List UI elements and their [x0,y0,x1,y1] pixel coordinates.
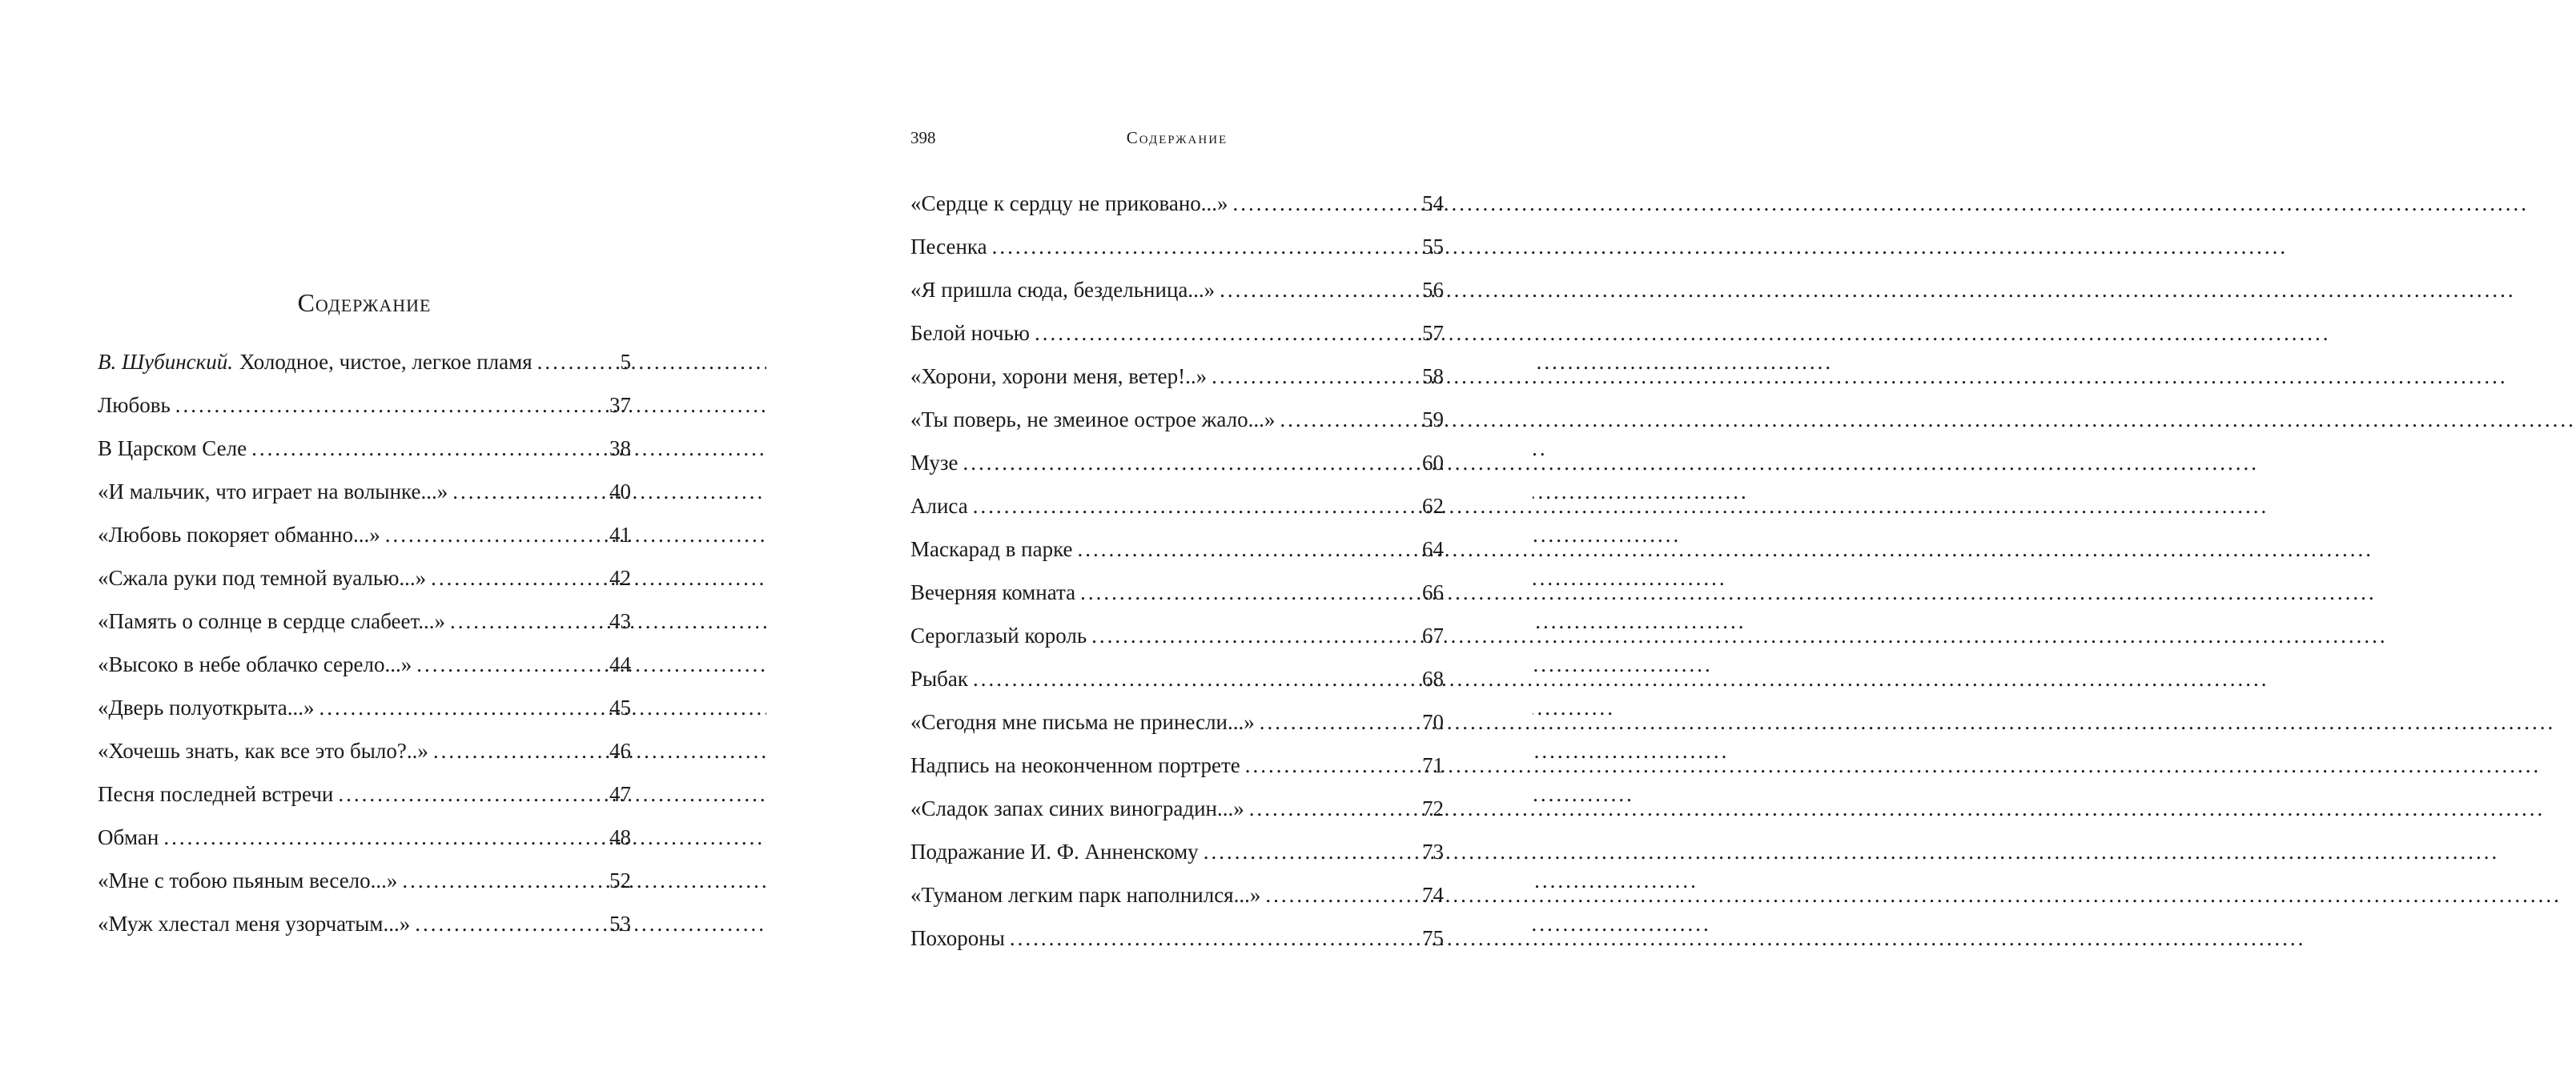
dot-leader [1280,398,1417,441]
toc-entry-title [910,484,968,527]
toc-entry-title-text: Песня последней встречи [98,782,334,806]
toc-entry-title-text: «Я пришла сюда, бездельница...» [910,278,1216,302]
toc-entry [98,340,631,383]
toc-entry-title-text: «Сердце к сердцу не приковано...» [910,191,1228,215]
toc-entry-page: 73 [1422,840,1444,864]
toc-entry-page: 40 [609,479,631,503]
toc-entry-title [98,383,171,427]
toc-entry-title-text: «Сегодня мне письма не принесли...» [910,710,1255,734]
toc-entry-title-text: Похороны [910,926,1005,950]
dot-leader [962,441,1417,484]
toc-entry-title [98,340,532,383]
toc-entry [910,182,1444,225]
toc-entry-page: 54 [1422,191,1444,215]
toc-entry-title-text: «Сладок запах синих виноградин...» [910,796,1244,820]
toc-entry-title-text: Музе [910,451,958,475]
toc-entry-title [910,527,1073,571]
right-page [766,0,1533,1087]
dot-leader [450,600,605,643]
toc-entry-page: 47 [609,782,631,806]
dot-leader [1220,268,1417,311]
toc-entry-title [98,470,448,513]
toc-entry [910,398,1444,441]
toc-entry-page: 56 [1422,278,1444,302]
dot-leader [416,643,605,686]
toc-entry [910,355,1444,398]
toc-entry [910,614,1444,657]
dot-leader [175,383,605,427]
toc-entry [910,484,1444,527]
toc-entry-title-text: «Хочешь знать, как все это было?..» [98,739,428,763]
toc-entry [910,441,1444,484]
dot-leader [431,556,605,600]
toc-entry-title [910,441,958,484]
toc-entry-author: В. Шубинский. [98,350,233,374]
toc-entry-title-text: «Ты поверь, не змеиное острое жало...» [910,407,1276,431]
toc-entry-title [910,614,1087,657]
toc-entry-title [98,729,428,772]
toc-entry [98,513,631,556]
toc-entry-page: 72 [1422,796,1444,820]
dot-leader [1010,917,1417,960]
toc-entry [910,268,1444,311]
toc-entry [98,600,631,643]
toc-entry-title [98,427,247,470]
toc-entry-title [98,600,445,643]
dot-leader [452,470,605,513]
toc-entry-page: 60 [1422,451,1444,475]
toc-entry [98,816,631,859]
toc-entry-title [98,816,159,859]
toc-entry [98,729,631,772]
toc-entry [910,873,1444,917]
dot-leader [338,772,605,816]
toc-entry-page: 74 [1422,883,1444,907]
dot-leader [1080,571,1417,614]
toc-entry-title [98,902,410,945]
dot-leader [1260,700,1417,744]
dot-leader [1233,182,1417,225]
toc-entry-title [910,182,1228,225]
toc-entry-title-text: «Высоко в небе облачко серело...» [98,652,412,676]
dot-leader [973,484,1417,527]
toc-entry-page: 62 [1422,494,1444,518]
toc-entry-page: 75 [1422,926,1444,950]
toc-entry-title [98,686,315,729]
toc-entry-page: 68 [1422,667,1444,691]
toc-entry-title-text: В Царском Селе [98,436,247,460]
toc-entry-page: 41 [609,523,631,547]
toc-entry-title [910,657,968,700]
toc-entry-title [910,744,1240,787]
toc-entry-page: 5 [620,350,631,374]
toc-entry [910,917,1444,960]
toc-entry-page: 43 [609,609,631,633]
toc-entry-title-text: «И мальчик, что играет на волынке...» [98,479,448,503]
toc-entry-title-text: «Туманом легким парк наполнился...» [910,883,1261,907]
toc-entry [98,902,631,945]
toc-entry-title-text: «Муж хлестал меня узорчатым...» [98,912,411,936]
toc-entry-page: 53 [609,912,631,936]
toc-entry [98,686,631,729]
toc-entry-page: 59 [1422,407,1444,431]
page-number: 398 [910,128,936,147]
toc-entry-title-text: «Дверь полуоткрыта...» [98,696,315,720]
toc-entry-title-text: Обман [98,825,159,849]
toc-entry-title [98,859,397,902]
toc-entry-title [910,700,1255,744]
dot-leader [1091,614,1417,657]
toc-entry-title-text: Алиса [910,494,968,518]
toc-entry [98,643,631,686]
toc-entry-page: 44 [609,652,631,676]
toc-entry-title [98,772,333,816]
toc-entry [910,311,1444,355]
dot-leader [415,902,605,945]
toc-entry-page: 37 [609,393,631,417]
toc-entry [910,830,1444,873]
toc-entry-title [910,268,1215,311]
dot-leader [385,513,605,556]
toc-entry-page: 42 [609,566,631,590]
toc-entry-page: 67 [1422,624,1444,648]
toc-entry-title-text: Вечерняя комната [910,580,1076,604]
toc-entry-page: 70 [1422,710,1444,734]
dot-leader [163,816,605,859]
toc-entry [910,657,1444,700]
toc-entry-title [910,787,1244,830]
toc-entry-title [910,225,987,268]
toc-entry-title-text: «Мне с тобою пьяным весело...» [98,868,398,892]
toc-entry [910,527,1444,571]
toc-list-right [910,182,1444,960]
dot-leader [1204,830,1417,873]
dot-leader [433,729,605,772]
toc-entry-page: 55 [1422,235,1444,259]
toc-entry [98,859,631,902]
toc-entry-title [98,513,380,556]
toc-entry-title [98,643,412,686]
toc-entry-title [910,398,1275,441]
toc-entry-title-text: Маскарад в парке [910,537,1073,561]
toc-entry [98,556,631,600]
toc-list-left [98,340,631,945]
running-head [910,128,1444,152]
toc-entry-title [910,917,1005,960]
toc-entry-title-text: Песенка [910,235,987,259]
toc-entry-page: 57 [1422,321,1444,345]
dot-leader [319,686,605,729]
toc-entry-page: 48 [609,825,631,849]
dot-leader [402,859,605,902]
toc-entry [98,383,631,427]
toc-entry [910,571,1444,614]
toc-entry-title-text: Подражание И. Ф. Анненскому [910,840,1199,864]
toc-entry-title-text: «Сжала руки под темной вуалью...» [98,566,427,590]
toc-entry-page: 38 [609,436,631,460]
toc-entry-title-text: Белой ночью [910,321,1030,345]
toc-entry-title [910,571,1075,614]
toc-entry-page: 52 [609,868,631,892]
dot-leader [1265,873,1417,917]
toc-entry-title [910,311,1030,355]
toc-entry-title [910,830,1199,873]
toc-entry-page: 46 [609,739,631,763]
dot-leader [251,427,605,470]
toc-entry [98,772,631,816]
toc-entry-title-text: Холодное, чистое, легкое пламя [239,350,532,374]
toc-entry [910,744,1444,787]
dot-leader [1078,527,1418,571]
toc-entry [910,700,1444,744]
toc-entry-page: 45 [609,696,631,720]
toc-entry-title [910,355,1207,398]
toc-entry-title-text: Любовь [98,393,171,417]
toc-entry-title-text: «Хорони, хорони меня, ветер!..» [910,364,1208,388]
toc-entry-title-text: «Любовь покоряет обманно...» [98,523,380,547]
toc-entry-page: 58 [1422,364,1444,388]
dot-leader [992,225,1417,268]
dot-leader [1212,355,1417,398]
dot-leader [1035,311,1417,355]
toc-entry-title-text: «Память о солнце в сердце слабеет...» [98,609,446,633]
toc-entry [98,470,631,513]
toc-entry [910,225,1444,268]
toc-entry-title-text: Надпись на неоконченном портрете [910,753,1240,777]
toc-title: Содержание [297,288,432,317]
toc-entry [98,427,631,470]
toc-entry-page: 64 [1422,537,1444,561]
toc-entry-title-text: Сероглазый король [910,624,1087,648]
dot-leader [1245,744,1417,787]
toc-entry-title [98,556,426,600]
toc-entry-title [910,873,1260,917]
toc-entry-title-text: Рыбак [910,667,968,691]
dot-leader [537,340,616,383]
toc-entry-page: 66 [1422,580,1444,604]
toc-entry-page: 71 [1422,753,1444,777]
toc-entry [910,787,1444,830]
dot-leader [973,657,1417,700]
running-head-title: Содержание [1126,128,1228,147]
dot-leader [1249,787,1417,830]
left-page [0,0,766,1087]
